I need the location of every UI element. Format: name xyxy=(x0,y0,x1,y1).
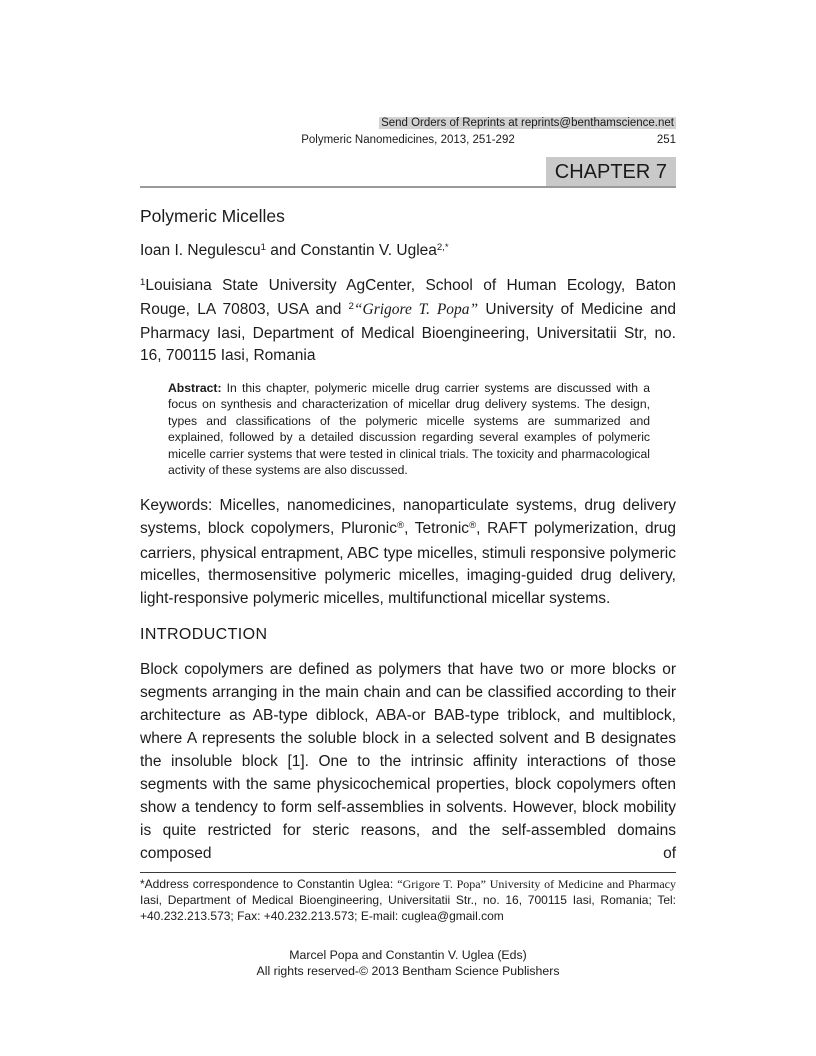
page-header xyxy=(140,116,676,188)
section-heading-introduction: INTRODUCTION xyxy=(140,626,268,644)
header-journal-row xyxy=(140,133,676,148)
chapter-badge-row xyxy=(140,157,676,186)
page-footer xyxy=(140,947,676,979)
chapter-badge: CHAPTER 7 xyxy=(546,157,676,186)
footer-editors: Marcel Popa and Constantin V. Uglea (Eds) xyxy=(289,948,527,963)
header-reprint-notice: Send Orders of Reprints at reprints@benthamscience.net xyxy=(381,117,674,129)
header-journal-ref: Polymeric Nanomedicines, 2013, 251-292 xyxy=(301,134,515,146)
abstract: Abstract: In this chapter, polymeric micelle drug carrier systems are discussed with a focus on synthesis and characterization of micellar drug delivery systems. The design, types and classifications of the polymeric micelle systems are summarized and explained, followed by a detailed discussion regarding several examples of polymeric micelle carrier systems that were tested in clinical trials. The toxicity and pharmacological activity of these systems are also discussed. xyxy=(168,381,650,478)
keywords: Keywords: Micelles, nanomedicines, nanoparticulate systems, drug delivery systems, block copolymers, Pluronic®, Tetronic®, RAFT polymerization, drug carriers, physical entrapment, ABC type micelles, stimuli responsive polymeric micelles, thermosensitive polymeric micelles, imaging-guided drug delivery, light-responsive polymeric micelles, multifunctional micellar systems. xyxy=(140,497,676,607)
authors-line: Ioan I. Negulescu$^1$ and Constantin V. Uglea$^{2,*}$ xyxy=(140,242,449,259)
page-title: Polymeric Micelles xyxy=(140,206,285,226)
header-reprint-row xyxy=(140,116,676,131)
footer-copyright: All rights reserved-© 2013 Bentham Science Publishers xyxy=(256,964,560,979)
introduction-paragraph: Block copolymers are defined as polymers that have two or more blocks or segments arranging in the main chain and can be classified according to their architecture as AB-type diblock, ABA-or BAB-type triblock, and multiblock, where A represents the soluble block in a selected solvent and B designates the insoluble block [1]. One to the intrinsic affinity interactions of those segments with the same physicochemical properties, block copolymers often show a tendency to form self-assemblies in solvents. However, block mobility is quite restricted for steric reasons, and the self-assembled domains composed of xyxy=(140,661,676,863)
footnote-divider xyxy=(140,872,676,873)
affiliation: $^1$Louisiana State University AgCenter, School of Human Ecology, Baton Rouge, LA 70803, USA and $^2$“Grigore T. Popa” University of Medicine and Pharmacy Iasi, Department of Medical Bioengineering, Universitatii Str, no. 16, 700115 Iasi, Romania xyxy=(140,277,676,364)
correspondence-footnote: *Address correspondence to Constantin Uglea: “Grigore T. Popa” University of Medicine and Pharmacy Iasi, Department of Medical Bioengineering, Universitatii Str., no. 16, 700115 Iasi, Romania; Tel: +40.232.213.573; Fax: +40.232.213.573; E-mail: cuglea@gmail.com xyxy=(140,877,676,924)
header-page-number: 251 xyxy=(656,134,676,146)
